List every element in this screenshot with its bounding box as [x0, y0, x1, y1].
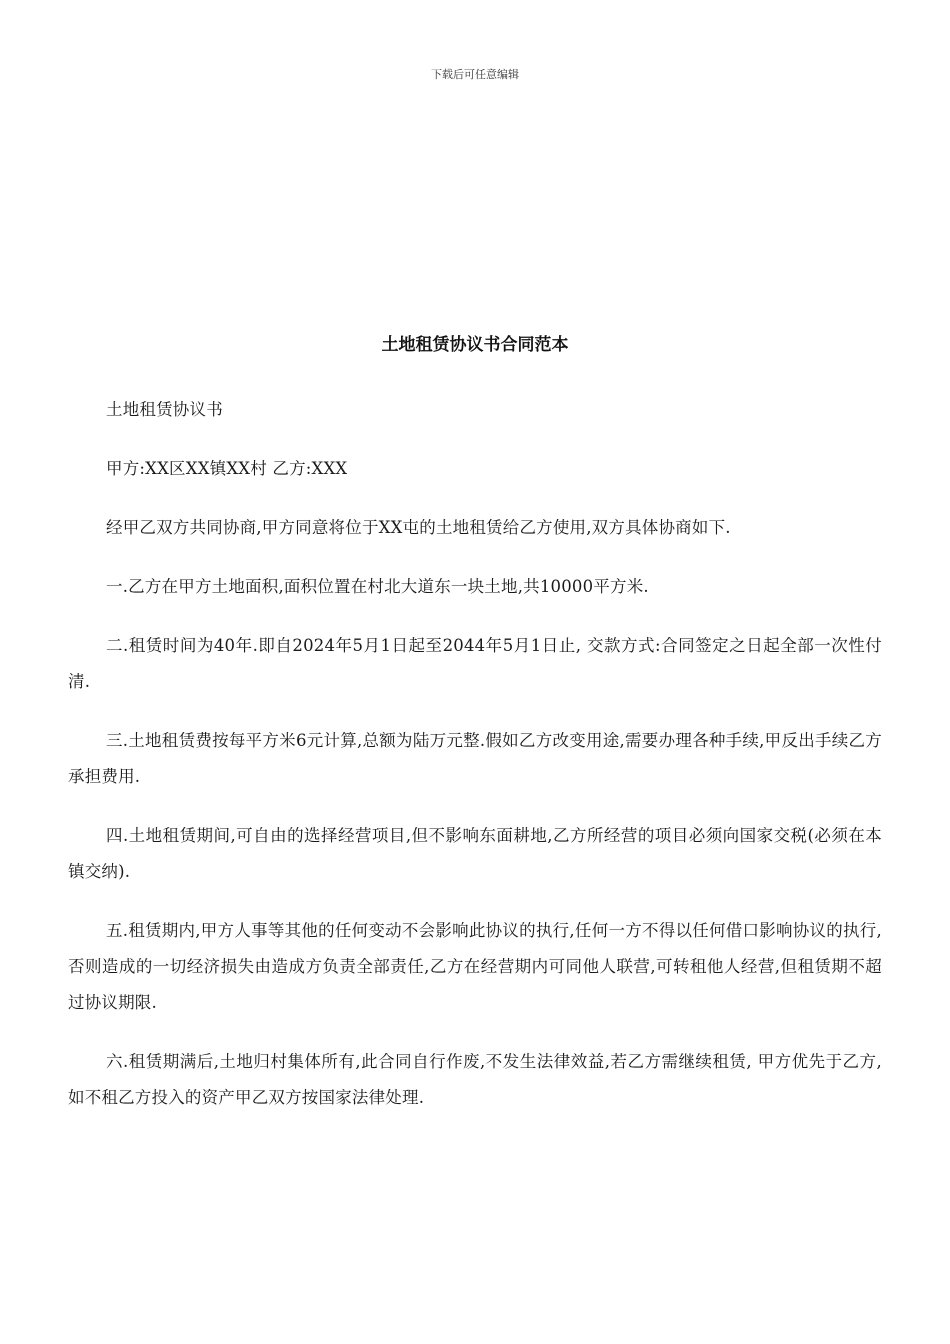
paragraph-heading: 土地租赁协议书 [106, 400, 223, 419]
paragraph-clause-5: 五.租赁期内,甲方人事等其他的任何变动不会影响此协议的执行,任何一方不得以任何借口影响协议的执行,否则造成的一切经济损失由造成方负责全部责任,乙方在经营期内可同他人联营,可转租他人经营,但租赁期不超过协议期限. [68, 921, 882, 1012]
paragraph-clause-4: 四.土地租赁期间,可自由的选择经营项目,但不影响东面耕地,乙方所经营的项目必须向国家交税(必须在本镇交纳). [68, 826, 882, 881]
paragraph-clause-3: 三.土地租赁费按每平方米6元计算,总额为陆万元整.假如乙方改变用途,需要办理各种手续,甲反出手续乙方承担费用. [68, 731, 882, 786]
paragraph-preamble: 经甲乙双方共同协商,甲方同意将位于XX屯的土地租赁给乙方使用,双方具体协商如下. [106, 518, 731, 537]
document-body [68, 392, 882, 1139]
document-title: 土地租赁协议书合同范本 [381, 335, 569, 355]
header-note: 下载后可任意编辑 [431, 68, 519, 81]
paragraph-clause-6: 六.租赁期满后,土地归村集体所有,此合同自行作废,不发生法律效益,若乙方需继续租赁, 甲方优先于乙方,如不租乙方投入的资产甲乙双方按国家法律处理. [68, 1052, 882, 1107]
paragraph-clause-2: 二.租赁时间为40年.即自2024年5月1日起至2044年5月1日止, 交款方式:合同签定之日起全部一次性付清. [68, 636, 882, 691]
paragraph-parties: 甲方:XX区XX镇XX村 乙方:XXX [106, 459, 348, 478]
paragraph-clause-1: 一.乙方在甲方土地面积,面积位置在村北大道东一块土地,共10000平方米. [106, 577, 649, 596]
